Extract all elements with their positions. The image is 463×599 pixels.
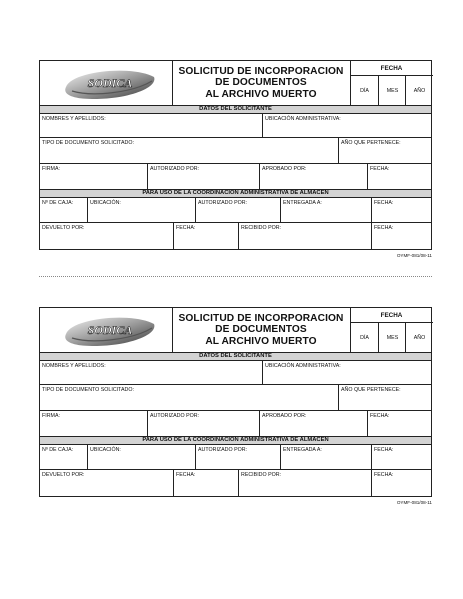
sodica-logo — [62, 314, 158, 348]
ubicacion2-field[interactable] — [87, 198, 195, 222]
mes-field[interactable]: MES — [378, 322, 406, 353]
fecha4-field[interactable] — [371, 223, 431, 249]
fecha-header: FECHA — [351, 61, 432, 76]
fecha3-field[interactable] — [173, 470, 238, 496]
anio-pertenece-label: AÑO QUE PERTENECE: — [341, 140, 401, 146]
fecha2-label: FECHA: — [374, 200, 394, 206]
firma-label: FIRMA: — [42, 413, 60, 419]
tipo-doc-label: TIPO DE DOCUMENTO SOLICITADO: — [42, 387, 134, 393]
recibido-field[interactable] — [238, 223, 371, 249]
sodica-logo — [62, 67, 158, 101]
row-devuelto — [39, 470, 432, 497]
fecha-label: FECHA: — [370, 413, 390, 419]
autorizado-label: AUTORIZADO POR: — [150, 166, 200, 172]
anio-pertenece-field[interactable] — [338, 138, 431, 163]
form-copy-2 — [39, 307, 432, 505]
form-copy-1 — [39, 60, 432, 258]
anio-pertenece-field[interactable] — [338, 385, 431, 410]
row-firmas — [39, 164, 432, 190]
entregada-field[interactable] — [280, 198, 371, 222]
anio-pertenece-label: AÑO QUE PERTENECE: — [341, 387, 401, 393]
firma-label: FIRMA: — [42, 166, 60, 172]
autorizado-field[interactable] — [147, 164, 259, 189]
autorizado-label: AUTORIZADO POR: — [150, 413, 200, 419]
devuelto-label: DEVUELTO POR: — [42, 225, 85, 231]
ubicacion-label: UBICACIÓN ADMINISTRATIVA: — [265, 363, 341, 369]
title-line: SOLICITUD DE INCORPORACION — [178, 65, 344, 77]
autorizado-field[interactable] — [147, 411, 259, 436]
form-header — [39, 60, 432, 106]
tipo-doc-field[interactable] — [40, 385, 338, 410]
row-tipo-doc — [39, 138, 432, 164]
devuelto-label: DEVUELTO POR: — [42, 472, 85, 478]
logo-cell — [40, 308, 173, 352]
nro-caja-field[interactable] — [40, 445, 87, 469]
ubicacion-label: UBICACIÓN ADMINISTRATIVA: — [265, 116, 341, 122]
fecha4-label: FECHA: — [374, 472, 394, 478]
nombres-label: NOMBRES Y APELLIDOS: — [42, 363, 106, 369]
nombres-field[interactable] — [40, 114, 262, 137]
nro-caja-label: Nº DE CAJA: — [42, 447, 74, 453]
fecha-field[interactable] — [367, 411, 431, 436]
firma-field[interactable] — [40, 164, 147, 189]
recibido-field[interactable] — [238, 470, 371, 496]
aprobado-label: APROBADO POR: — [262, 166, 307, 172]
entregada-label: ENTREGADA A: — [283, 447, 322, 453]
fecha4-field[interactable] — [371, 470, 431, 496]
tipo-doc-label: TIPO DE DOCUMENTO SOLICITADO: — [42, 140, 134, 146]
row-caja — [39, 445, 432, 470]
fecha3-field[interactable] — [173, 223, 238, 249]
fecha-header: FECHA — [351, 308, 432, 323]
tipo-doc-field[interactable] — [40, 138, 338, 163]
autorizado2-label: AUTORIZADO POR: — [198, 200, 248, 206]
entregada-field[interactable] — [280, 445, 371, 469]
date-box — [350, 308, 432, 352]
nombres-field[interactable] — [40, 361, 262, 384]
form-title — [172, 308, 351, 352]
form-header — [39, 307, 432, 353]
svg-text:SODICA: SODICA — [87, 76, 133, 90]
fecha3-label: FECHA: — [176, 472, 196, 478]
recibido-label: RECIBIDO POR: — [241, 225, 282, 231]
ubicacion-field[interactable] — [262, 361, 431, 384]
fecha4-label: FECHA: — [374, 225, 394, 231]
form-code: OYMF-081/08-11 — [396, 500, 432, 505]
nro-caja-label: Nº DE CAJA: — [42, 200, 74, 206]
row-devuelto — [39, 223, 432, 250]
autorizado2-label: AUTORIZADO POR: — [198, 447, 248, 453]
devuelto-field[interactable] — [40, 223, 173, 249]
entregada-label: ENTREGADA A: — [283, 200, 322, 206]
logo-cell — [40, 61, 173, 105]
recibido-label: RECIBIDO POR: — [241, 472, 282, 478]
cut-line — [39, 276, 432, 277]
section-solicitante-title: DATOS DEL SOLICITANTE — [39, 353, 432, 361]
svg-text:SODICA: SODICA — [87, 323, 133, 337]
firma-field[interactable] — [40, 411, 147, 436]
nro-caja-field[interactable] — [40, 198, 87, 222]
fecha2-label: FECHA: — [374, 447, 394, 453]
ubicacion2-field[interactable] — [87, 445, 195, 469]
autorizado2-field[interactable] — [195, 445, 280, 469]
title-line: AL ARCHIVO MUERTO — [205, 335, 317, 347]
section-almacen-title: PARA USO DE LA COORDINACIÓN ADMINISTRATIVA DE ALMACÉN — [39, 437, 432, 445]
date-box — [350, 61, 432, 105]
section-solicitante-title: DATOS DEL SOLICITANTE — [39, 106, 432, 114]
fecha3-label: FECHA: — [176, 225, 196, 231]
dia-field[interactable]: DÍA — [351, 75, 378, 106]
row-firmas — [39, 411, 432, 437]
anio-field[interactable]: AÑO — [405, 75, 433, 106]
devuelto-field[interactable] — [40, 470, 173, 496]
aprobado-label: APROBADO POR: — [262, 413, 307, 419]
row-nombres — [39, 361, 432, 385]
mes-field[interactable]: MES — [378, 75, 406, 106]
row-caja — [39, 198, 432, 223]
ubicacion2-label: UBICACIÓN: — [90, 200, 121, 206]
section-almacen-title: PARA USO DE LA COORDINACIÓN ADMINISTRATIVA DE ALMACÉN — [39, 190, 432, 198]
anio-field[interactable]: AÑO — [405, 322, 433, 353]
form-title — [172, 61, 351, 105]
title-line: DE DOCUMENTOS — [215, 77, 307, 89]
title-line: DE DOCUMENTOS — [215, 324, 307, 336]
dia-field[interactable]: DÍA — [351, 322, 378, 353]
ubicacion2-label: UBICACIÓN: — [90, 447, 121, 453]
aprobado-field[interactable] — [259, 164, 367, 189]
row-nombres — [39, 114, 432, 138]
autorizado2-field[interactable] — [195, 198, 280, 222]
nombres-label: NOMBRES Y APELLIDOS: — [42, 116, 106, 122]
ubicacion-field[interactable] — [262, 114, 431, 137]
aprobado-field[interactable] — [259, 411, 367, 436]
row-tipo-doc — [39, 385, 432, 411]
fecha-field[interactable] — [367, 164, 431, 189]
fecha2-field[interactable] — [371, 198, 431, 222]
form-code: OYMF-081/08-11 — [396, 253, 432, 258]
fecha2-field[interactable] — [371, 445, 431, 469]
title-line: SOLICITUD DE INCORPORACION — [178, 312, 344, 324]
fecha-label: FECHA: — [370, 166, 390, 172]
title-line: AL ARCHIVO MUERTO — [205, 88, 317, 100]
